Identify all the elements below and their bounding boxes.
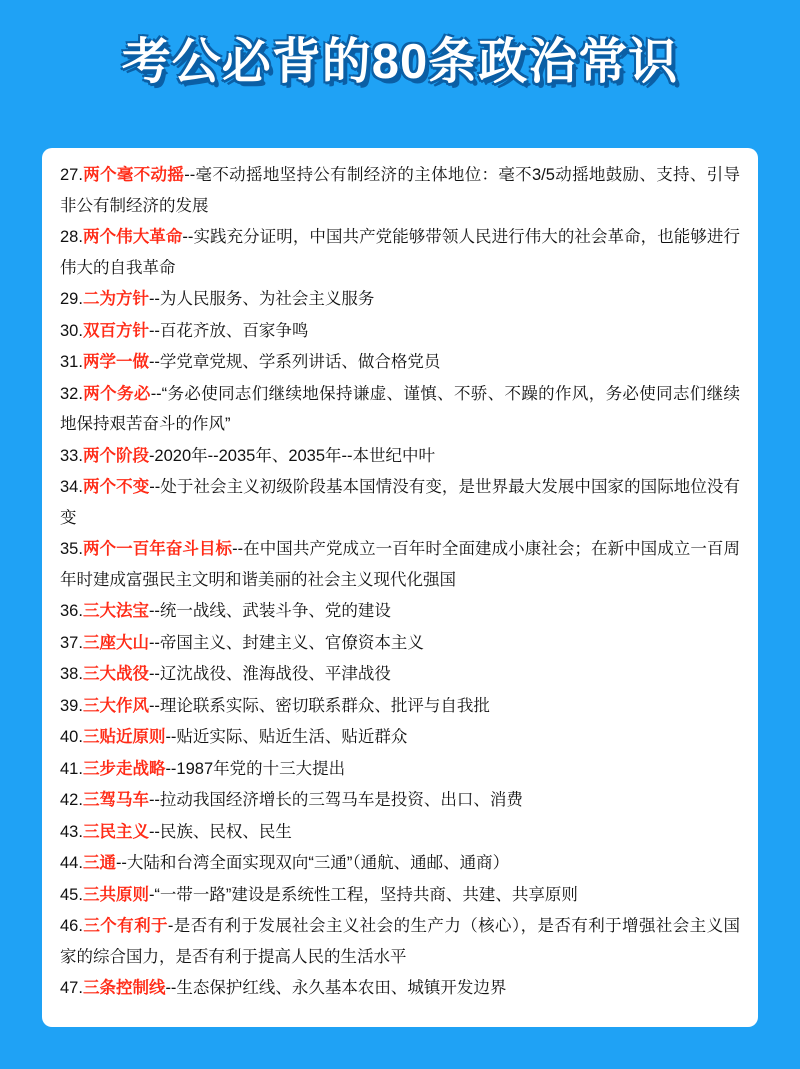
item-number: 28. xyxy=(60,228,83,247)
item-number: 31. xyxy=(60,353,83,372)
item-term: 两个不变 xyxy=(82,478,150,497)
list-item xyxy=(60,347,740,378)
list-item xyxy=(60,316,740,347)
item-term: 三贴近原则 xyxy=(82,728,166,747)
item-number: 37. xyxy=(60,633,83,652)
item-number: 35. xyxy=(60,540,83,559)
list-item xyxy=(60,691,740,722)
item-number: 45. xyxy=(60,885,83,904)
item-number: 47. xyxy=(60,979,83,998)
list-item xyxy=(60,534,740,595)
item-description: --为人民服务、为社会主义服务 xyxy=(148,290,375,309)
list-item xyxy=(60,379,740,440)
list-item xyxy=(60,880,740,911)
item-term: 两个阶段 xyxy=(82,446,149,465)
item-term: 二为方针 xyxy=(82,290,149,309)
item-description: --帝国主义、封建主义、官僚资本主义 xyxy=(148,633,424,652)
item-number: 34. xyxy=(60,478,83,497)
item-number: 38. xyxy=(60,665,83,684)
item-number: 40. xyxy=(60,728,83,747)
list-item xyxy=(60,472,740,533)
item-description: --生态保护红线、永久基本农田、城镇开发边界 xyxy=(165,979,507,998)
item-description: --辽沈战役、淮海战役、平津战役 xyxy=(148,665,391,684)
item-number: 36. xyxy=(60,602,83,621)
item-term: 两个毫不动摇 xyxy=(82,166,185,184)
item-description: --实践充分证明，中国共产党能够带领人民进行伟大的社会革命，也能够进行伟大的自我革命 xyxy=(60,228,740,277)
list-item xyxy=(60,848,740,879)
item-description: -是否有利于发展社会主义社会的生产力（核心），是否有利于增强社会主义国家的综合国力，是否有利于提高人民的生活水平 xyxy=(60,917,741,966)
item-number: 33. xyxy=(60,446,83,465)
item-description: --大陆和台湾全面实现双向“三通”（通航、通邮、通商） xyxy=(115,854,510,873)
item-description: --拉动我国经济增长的三驾马车是投资、出口、消费 xyxy=(148,791,523,810)
item-number: 43. xyxy=(60,822,83,841)
item-description: --贴近实际、贴近生活、贴近群众 xyxy=(165,728,408,747)
item-description: --学党章党规、学系列讲话、做合格党员 xyxy=(148,353,441,372)
item-term: 三条控制线 xyxy=(82,979,166,998)
list-item xyxy=(60,911,740,972)
item-term: 三大作风 xyxy=(82,696,149,715)
item-term: 三大法宝 xyxy=(82,602,149,621)
item-description: --在中国共产党成立一百年时全面建成小康社会；在新中国成立一百周年时建成富强民主文明和谐美丽的社会主义现代化强国 xyxy=(60,540,740,589)
item-term: 三座大山 xyxy=(82,633,149,652)
list-item xyxy=(60,160,740,221)
item-description: --统一战线、武装斗争、党的建设 xyxy=(148,602,391,621)
item-term: 三共原则 xyxy=(82,885,149,904)
item-number: 29. xyxy=(60,290,83,309)
item-description: --处于社会主义初级阶段基本国情没有变，是世界最大发展中国家的国际地位没有变 xyxy=(60,478,740,527)
item-number: 32. xyxy=(60,384,83,403)
list-item xyxy=(60,628,740,659)
list-item xyxy=(60,222,740,283)
list-item xyxy=(60,596,740,627)
list-item xyxy=(60,441,740,472)
item-term: 三通 xyxy=(82,854,116,873)
item-number: 42. xyxy=(60,791,83,810)
item-number: 39. xyxy=(60,696,83,715)
list-item xyxy=(60,284,740,315)
item-description: -“一带一路”建设是系统性工程，坚持共商、共建、共享原则 xyxy=(148,885,578,904)
item-term: 三个有利于 xyxy=(82,917,168,936)
item-term: 三驾马车 xyxy=(82,791,149,810)
list-item xyxy=(60,785,740,816)
item-number: 27. xyxy=(60,166,83,184)
content-card xyxy=(42,148,758,1027)
item-term: 两个一百年奋斗目标 xyxy=(82,540,233,559)
item-description: --“务必使同志们继续地保持谦虚、谨慎、不骄、不躁的作风，务必使同志们继续地保持艰苦奋斗的作风” xyxy=(60,384,741,434)
list-item xyxy=(60,659,740,690)
item-description: --民族、民权、民生 xyxy=(148,822,292,841)
poster-header xyxy=(0,0,800,104)
item-term: 双百方针 xyxy=(82,321,149,340)
item-number: 46. xyxy=(60,917,83,936)
item-description: -2020年--2035年、2035年--本世纪中叶 xyxy=(148,446,436,465)
item-term: 两个务必 xyxy=(82,384,151,403)
page-title: 考公必背的80条政治常识 xyxy=(121,35,679,89)
item-number: 44. xyxy=(60,854,83,873)
list-item xyxy=(60,973,740,1004)
list-item xyxy=(60,722,740,753)
item-number: 41. xyxy=(60,759,83,778)
list-item xyxy=(60,817,740,848)
item-term: 三步走战略 xyxy=(82,759,166,778)
item-description: --百花齐放、百家争鸣 xyxy=(148,321,309,340)
list-item xyxy=(60,754,740,785)
item-description: --理论联系实际、密切联系群众、批评与自我批 xyxy=(148,696,490,715)
item-term: 两学一做 xyxy=(82,353,149,372)
item-description: --1987年党的十三大提出 xyxy=(165,759,346,778)
item-term: 三大战役 xyxy=(82,665,149,684)
item-number: 30. xyxy=(60,321,83,340)
item-term: 两个伟大革命 xyxy=(82,228,183,247)
item-description: --毫不动摇地坚持公有制经济的主体地位：毫不3/5动摇地鼓励、支持、引导非公有制经济的发展 xyxy=(60,166,741,215)
item-term: 三民主义 xyxy=(82,822,149,841)
